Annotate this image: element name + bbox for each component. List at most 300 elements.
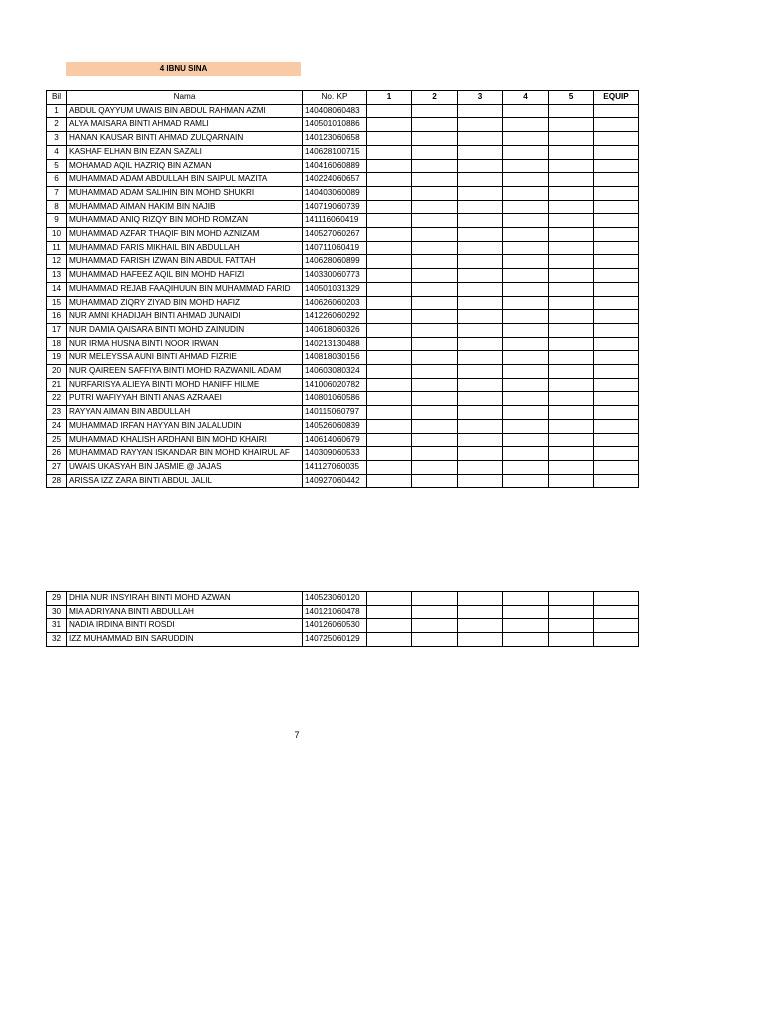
equip-cell[interactable] (594, 447, 639, 461)
score-cell-2[interactable] (412, 392, 458, 406)
score-cell-2[interactable] (412, 145, 458, 159)
ic-number: 140927060442 (303, 474, 367, 488)
score-cell-3[interactable] (458, 474, 503, 488)
score-cell-1[interactable] (367, 323, 412, 337)
score-cell-2[interactable] (412, 282, 458, 296)
score-cell-5[interactable] (549, 269, 594, 283)
table-row (47, 214, 639, 228)
row-number: 16 (47, 310, 67, 324)
equip-cell[interactable] (594, 214, 639, 228)
score-cell-2[interactable] (412, 365, 458, 379)
score-cell-3[interactable] (458, 378, 503, 392)
table-row (47, 619, 639, 633)
ic-number: 140115060797 (303, 406, 367, 420)
row-number: 28 (47, 474, 67, 488)
score-cell-2[interactable] (412, 228, 458, 242)
score-cell-3[interactable] (458, 310, 503, 324)
ic-number: 140408060483 (303, 104, 367, 118)
header-col-1: 1 (367, 91, 412, 105)
row-number: 1 (47, 104, 67, 118)
score-cell-2[interactable] (412, 200, 458, 214)
ic-number: 140614060679 (303, 433, 367, 447)
score-cell-4[interactable] (503, 173, 549, 187)
score-cell-4[interactable] (503, 619, 549, 633)
score-cell-2[interactable] (412, 241, 458, 255)
student-name: MUHAMMAD FARISH IZWAN BIN ABDUL FATTAH (67, 255, 303, 269)
score-cell-4[interactable] (503, 104, 549, 118)
equip-cell[interactable] (594, 282, 639, 296)
ic-number: 140121060478 (303, 605, 367, 619)
student-name: IZZ MUHAMMAD BIN SARUDDIN (67, 633, 303, 647)
score-cell-1[interactable] (367, 378, 412, 392)
score-cell-5[interactable] (549, 118, 594, 132)
score-cell-1[interactable] (367, 173, 412, 187)
score-cell-3[interactable] (458, 365, 503, 379)
score-cell-3[interactable] (458, 118, 503, 132)
equip-cell[interactable] (594, 200, 639, 214)
table-row (47, 145, 639, 159)
table-row (47, 460, 639, 474)
row-number: 11 (47, 241, 67, 255)
score-cell-2[interactable] (412, 447, 458, 461)
row-number: 14 (47, 282, 67, 296)
score-cell-1[interactable] (367, 592, 412, 606)
student-name: NURFARISYA ALIEYA BINTI MOHD HANIFF HILME (67, 378, 303, 392)
ic-number: 140719060739 (303, 200, 367, 214)
table-row (47, 474, 639, 488)
score-cell-1[interactable] (367, 269, 412, 283)
score-cell-1[interactable] (367, 118, 412, 132)
student-name: MUHAMMAD AIMAN HAKIM BIN NAJIB (67, 200, 303, 214)
score-cell-5[interactable] (549, 592, 594, 606)
ic-number: 140213130488 (303, 337, 367, 351)
score-cell-4[interactable] (503, 241, 549, 255)
student-name: NUR QAIREEN SAFFIYA BINTI MOHD RAZWANIL ADAM (67, 365, 303, 379)
score-cell-4[interactable] (503, 132, 549, 146)
row-number: 30 (47, 605, 67, 619)
score-cell-3[interactable] (458, 132, 503, 146)
score-cell-3[interactable] (458, 337, 503, 351)
score-cell-2[interactable] (412, 173, 458, 187)
table-row (47, 132, 639, 146)
score-cell-5[interactable] (549, 378, 594, 392)
score-cell-4[interactable] (503, 323, 549, 337)
table-row (47, 310, 639, 324)
student-name: ABDUL QAYYUM UWAIS BIN ABDUL RAHMAN AZMI (67, 104, 303, 118)
score-cell-3[interactable] (458, 592, 503, 606)
score-cell-3[interactable] (458, 228, 503, 242)
equip-cell[interactable] (594, 104, 639, 118)
student-name: MUHAMMAD ZIQRY ZIYAD BIN MOHD HAFIZ (67, 296, 303, 310)
equip-cell[interactable] (594, 296, 639, 310)
score-cell-3[interactable] (458, 186, 503, 200)
equip-cell[interactable] (594, 592, 639, 606)
score-cell-3[interactable] (458, 296, 503, 310)
student-name: MUHAMMAD RAYYAN ISKANDAR BIN MOHD KHAIRUL AF (67, 447, 303, 461)
score-cell-2[interactable] (412, 186, 458, 200)
row-number: 5 (47, 159, 67, 173)
table-row (47, 447, 639, 461)
score-cell-3[interactable] (458, 173, 503, 187)
table-row (47, 406, 639, 420)
score-cell-2[interactable] (412, 460, 458, 474)
equip-cell[interactable] (594, 433, 639, 447)
score-cell-4[interactable] (503, 419, 549, 433)
table-row (47, 605, 639, 619)
ic-number: 140523060120 (303, 592, 367, 606)
score-cell-2[interactable] (412, 296, 458, 310)
page-number: 7 (294, 730, 300, 740)
ic-number: 140527060267 (303, 228, 367, 242)
equip-cell[interactable] (594, 378, 639, 392)
score-cell-2[interactable] (412, 378, 458, 392)
score-cell-4[interactable] (503, 214, 549, 228)
student-name: MUHAMMAD IRFAN HAYYAN BIN JALALUDIN (67, 419, 303, 433)
score-cell-1[interactable] (367, 392, 412, 406)
row-number: 19 (47, 351, 67, 365)
student-name: RAYYAN AIMAN BIN ABDULLAH (67, 406, 303, 420)
table-row (47, 255, 639, 269)
score-cell-1[interactable] (367, 255, 412, 269)
ic-number: 140501031329 (303, 282, 367, 296)
score-cell-1[interactable] (367, 241, 412, 255)
score-cell-5[interactable] (549, 619, 594, 633)
ic-number: 140818030156 (303, 351, 367, 365)
student-name: MUHAMMAD ANIQ RIZQY BIN MOHD ROMZAN (67, 214, 303, 228)
score-cell-5[interactable] (549, 605, 594, 619)
score-cell-4[interactable] (503, 447, 549, 461)
score-cell-5[interactable] (549, 337, 594, 351)
score-cell-1[interactable] (367, 605, 412, 619)
student-name: MUHAMMAD REJAB FAAQIHUUN BIN MUHAMMAD FARID (67, 282, 303, 296)
row-number: 10 (47, 228, 67, 242)
score-cell-5[interactable] (549, 214, 594, 228)
equip-cell[interactable] (594, 460, 639, 474)
score-cell-4[interactable] (503, 310, 549, 324)
header-col-3: 3 (458, 91, 503, 105)
table-row (47, 159, 639, 173)
equip-cell[interactable] (594, 351, 639, 365)
score-cell-5[interactable] (549, 310, 594, 324)
score-cell-3[interactable] (458, 104, 503, 118)
score-cell-4[interactable] (503, 605, 549, 619)
ic-number: 140224060657 (303, 173, 367, 187)
equip-cell[interactable] (594, 255, 639, 269)
header-row (47, 91, 639, 105)
score-cell-1[interactable] (367, 104, 412, 118)
score-cell-2[interactable] (412, 592, 458, 606)
score-cell-4[interactable] (503, 296, 549, 310)
score-cell-4[interactable] (503, 145, 549, 159)
equip-cell[interactable] (594, 605, 639, 619)
score-cell-5[interactable] (549, 241, 594, 255)
score-cell-4[interactable] (503, 186, 549, 200)
score-cell-5[interactable] (549, 460, 594, 474)
score-cell-3[interactable] (458, 419, 503, 433)
score-cell-5[interactable] (549, 145, 594, 159)
score-cell-2[interactable] (412, 433, 458, 447)
score-cell-1[interactable] (367, 447, 412, 461)
score-cell-4[interactable] (503, 269, 549, 283)
score-cell-1[interactable] (367, 145, 412, 159)
score-cell-4[interactable] (503, 118, 549, 132)
score-cell-5[interactable] (549, 159, 594, 173)
class-title: 4 IBNU SINA (66, 62, 301, 76)
student-name: MOHAMAD AQIL HAZRIQ BIN AZMAN (67, 159, 303, 173)
score-cell-5[interactable] (549, 433, 594, 447)
score-cell-1[interactable] (367, 200, 412, 214)
score-cell-2[interactable] (412, 619, 458, 633)
score-cell-5[interactable] (549, 228, 594, 242)
score-cell-5[interactable] (549, 255, 594, 269)
table-row (47, 392, 639, 406)
ic-number: 140711060419 (303, 241, 367, 255)
header-col-5: 5 (549, 91, 594, 105)
equip-cell[interactable] (594, 474, 639, 488)
score-cell-2[interactable] (412, 337, 458, 351)
score-cell-3[interactable] (458, 255, 503, 269)
score-cell-2[interactable] (412, 605, 458, 619)
score-cell-2[interactable] (412, 132, 458, 146)
score-cell-1[interactable] (367, 419, 412, 433)
equip-cell[interactable] (594, 406, 639, 420)
score-cell-3[interactable] (458, 159, 503, 173)
score-cell-5[interactable] (549, 282, 594, 296)
ic-number: 140526060839 (303, 419, 367, 433)
score-cell-5[interactable] (549, 186, 594, 200)
score-cell-5[interactable] (549, 200, 594, 214)
header-nama: Nama (67, 91, 303, 105)
score-cell-2[interactable] (412, 104, 458, 118)
score-cell-2[interactable] (412, 118, 458, 132)
score-cell-1[interactable] (367, 186, 412, 200)
score-cell-2[interactable] (412, 419, 458, 433)
score-cell-2[interactable] (412, 159, 458, 173)
score-cell-5[interactable] (549, 406, 594, 420)
score-cell-1[interactable] (367, 633, 412, 647)
score-cell-3[interactable] (458, 200, 503, 214)
score-cell-2[interactable] (412, 255, 458, 269)
row-number: 17 (47, 323, 67, 337)
score-cell-5[interactable] (549, 392, 594, 406)
score-cell-2[interactable] (412, 351, 458, 365)
table-row (47, 296, 639, 310)
score-cell-3[interactable] (458, 447, 503, 461)
student-name: NUR IRMA HUSNA BINTI NOOR IRWAN (67, 337, 303, 351)
ic-number: 140330060773 (303, 269, 367, 283)
equip-cell[interactable] (594, 173, 639, 187)
equip-cell[interactable] (594, 269, 639, 283)
row-number: 26 (47, 447, 67, 461)
row-number: 2 (47, 118, 67, 132)
score-cell-1[interactable] (367, 228, 412, 242)
row-number: 3 (47, 132, 67, 146)
table-row (47, 118, 639, 132)
table-row (47, 419, 639, 433)
score-cell-1[interactable] (367, 474, 412, 488)
score-cell-4[interactable] (503, 474, 549, 488)
score-cell-4[interactable] (503, 406, 549, 420)
equip-cell[interactable] (594, 365, 639, 379)
score-cell-1[interactable] (367, 214, 412, 228)
equip-cell[interactable] (594, 337, 639, 351)
header-bil: Bil (47, 91, 67, 105)
score-cell-2[interactable] (412, 406, 458, 420)
equip-cell[interactable] (594, 241, 639, 255)
row-number: 21 (47, 378, 67, 392)
student-name: ALYA MAISARA BINTI AHMAD RAMLI (67, 118, 303, 132)
score-cell-1[interactable] (367, 296, 412, 310)
score-cell-3[interactable] (458, 633, 503, 647)
score-cell-3[interactable] (458, 406, 503, 420)
equip-cell[interactable] (594, 392, 639, 406)
ic-number: 140416060889 (303, 159, 367, 173)
score-cell-5[interactable] (549, 365, 594, 379)
score-cell-4[interactable] (503, 460, 549, 474)
equip-cell[interactable] (594, 118, 639, 132)
student-name: MUHAMMAD KHALISH ARDHANI BIN MOHD KHAIRI (67, 433, 303, 447)
equip-cell[interactable] (594, 310, 639, 324)
score-cell-1[interactable] (367, 310, 412, 324)
ic-number: 140628060899 (303, 255, 367, 269)
ic-number: 140309060533 (303, 447, 367, 461)
score-cell-4[interactable] (503, 633, 549, 647)
score-cell-5[interactable] (549, 132, 594, 146)
equip-cell[interactable] (594, 228, 639, 242)
student-name: NUR DAMIA QAISARA BINTI MOHD ZAINUDIN (67, 323, 303, 337)
score-cell-1[interactable] (367, 460, 412, 474)
score-cell-4[interactable] (503, 228, 549, 242)
score-cell-5[interactable] (549, 296, 594, 310)
table-row (47, 282, 639, 296)
ic-number: 140501010886 (303, 118, 367, 132)
score-cell-2[interactable] (412, 474, 458, 488)
row-number: 24 (47, 419, 67, 433)
score-cell-3[interactable] (458, 282, 503, 296)
score-cell-5[interactable] (549, 447, 594, 461)
student-name: MUHAMMAD ADAM ABDULLAH BIN SAIPUL MAZITA (67, 173, 303, 187)
score-cell-2[interactable] (412, 214, 458, 228)
score-cell-3[interactable] (458, 214, 503, 228)
equip-cell[interactable] (594, 323, 639, 337)
score-cell-4[interactable] (503, 200, 549, 214)
row-number: 29 (47, 592, 67, 606)
student-name: PUTRI WAFIYYAH BINTI ANAS AZRAAEI (67, 392, 303, 406)
row-number: 23 (47, 406, 67, 420)
student-name: NUR MELEYSSA AUNI BINTI AHMAD FIZRIE (67, 351, 303, 365)
score-cell-3[interactable] (458, 323, 503, 337)
score-cell-1[interactable] (367, 159, 412, 173)
score-cell-4[interactable] (503, 282, 549, 296)
equip-cell[interactable] (594, 633, 639, 647)
row-number: 32 (47, 633, 67, 647)
table-row (47, 337, 639, 351)
score-cell-4[interactable] (503, 592, 549, 606)
score-cell-2[interactable] (412, 269, 458, 283)
score-cell-4[interactable] (503, 365, 549, 379)
roster-body (47, 104, 639, 488)
score-cell-5[interactable] (549, 104, 594, 118)
equip-cell[interactable] (594, 419, 639, 433)
score-cell-4[interactable] (503, 378, 549, 392)
score-cell-5[interactable] (549, 474, 594, 488)
score-cell-1[interactable] (367, 433, 412, 447)
score-cell-4[interactable] (503, 337, 549, 351)
score-cell-3[interactable] (458, 433, 503, 447)
row-number: 25 (47, 433, 67, 447)
score-cell-3[interactable] (458, 351, 503, 365)
score-cell-3[interactable] (458, 269, 503, 283)
equip-cell[interactable] (594, 186, 639, 200)
score-cell-3[interactable] (458, 619, 503, 633)
score-cell-5[interactable] (549, 323, 594, 337)
table-row (47, 173, 639, 187)
score-cell-1[interactable] (367, 337, 412, 351)
score-cell-1[interactable] (367, 619, 412, 633)
score-cell-1[interactable] (367, 132, 412, 146)
additional-roster-body (47, 592, 639, 647)
row-number: 7 (47, 186, 67, 200)
score-cell-2[interactable] (412, 310, 458, 324)
score-cell-4[interactable] (503, 255, 549, 269)
score-cell-2[interactable] (412, 633, 458, 647)
student-name: MUHAMMAD FARIS MIKHAIL BIN ABDULLAH (67, 241, 303, 255)
table-row (47, 365, 639, 379)
table-row (47, 351, 639, 365)
row-number: 15 (47, 296, 67, 310)
row-number: 20 (47, 365, 67, 379)
score-cell-3[interactable] (458, 392, 503, 406)
score-cell-1[interactable] (367, 406, 412, 420)
score-cell-4[interactable] (503, 392, 549, 406)
ic-number: 141006020782 (303, 378, 367, 392)
table-row (47, 378, 639, 392)
table-row (47, 200, 639, 214)
student-name: NADIA IRDINA BINTI ROSDI (67, 619, 303, 633)
score-cell-5[interactable] (549, 419, 594, 433)
row-number: 6 (47, 173, 67, 187)
score-cell-1[interactable] (367, 351, 412, 365)
equip-cell[interactable] (594, 132, 639, 146)
score-cell-1[interactable] (367, 365, 412, 379)
ic-number: 140618060326 (303, 323, 367, 337)
score-cell-4[interactable] (503, 159, 549, 173)
equip-cell[interactable] (594, 619, 639, 633)
score-cell-2[interactable] (412, 323, 458, 337)
table-row (47, 433, 639, 447)
score-cell-3[interactable] (458, 145, 503, 159)
score-cell-3[interactable] (458, 605, 503, 619)
score-cell-3[interactable] (458, 460, 503, 474)
score-cell-3[interactable] (458, 241, 503, 255)
ic-number: 140123060658 (303, 132, 367, 146)
equip-cell[interactable] (594, 145, 639, 159)
score-cell-4[interactable] (503, 433, 549, 447)
score-cell-1[interactable] (367, 282, 412, 296)
score-cell-4[interactable] (503, 351, 549, 365)
ic-number: 141127060035 (303, 460, 367, 474)
student-name: UWAIS UKASYAH BIN JASMIE @ JAJAS (67, 460, 303, 474)
score-cell-5[interactable] (549, 351, 594, 365)
score-cell-5[interactable] (549, 633, 594, 647)
row-number: 9 (47, 214, 67, 228)
header-col-4: 4 (503, 91, 549, 105)
additional-roster-table (46, 591, 639, 647)
score-cell-5[interactable] (549, 173, 594, 187)
equip-cell[interactable] (594, 159, 639, 173)
student-name: MUHAMMAD AZFAR THAQIF BIN MOHD AZNIZAM (67, 228, 303, 242)
table-row (47, 269, 639, 283)
